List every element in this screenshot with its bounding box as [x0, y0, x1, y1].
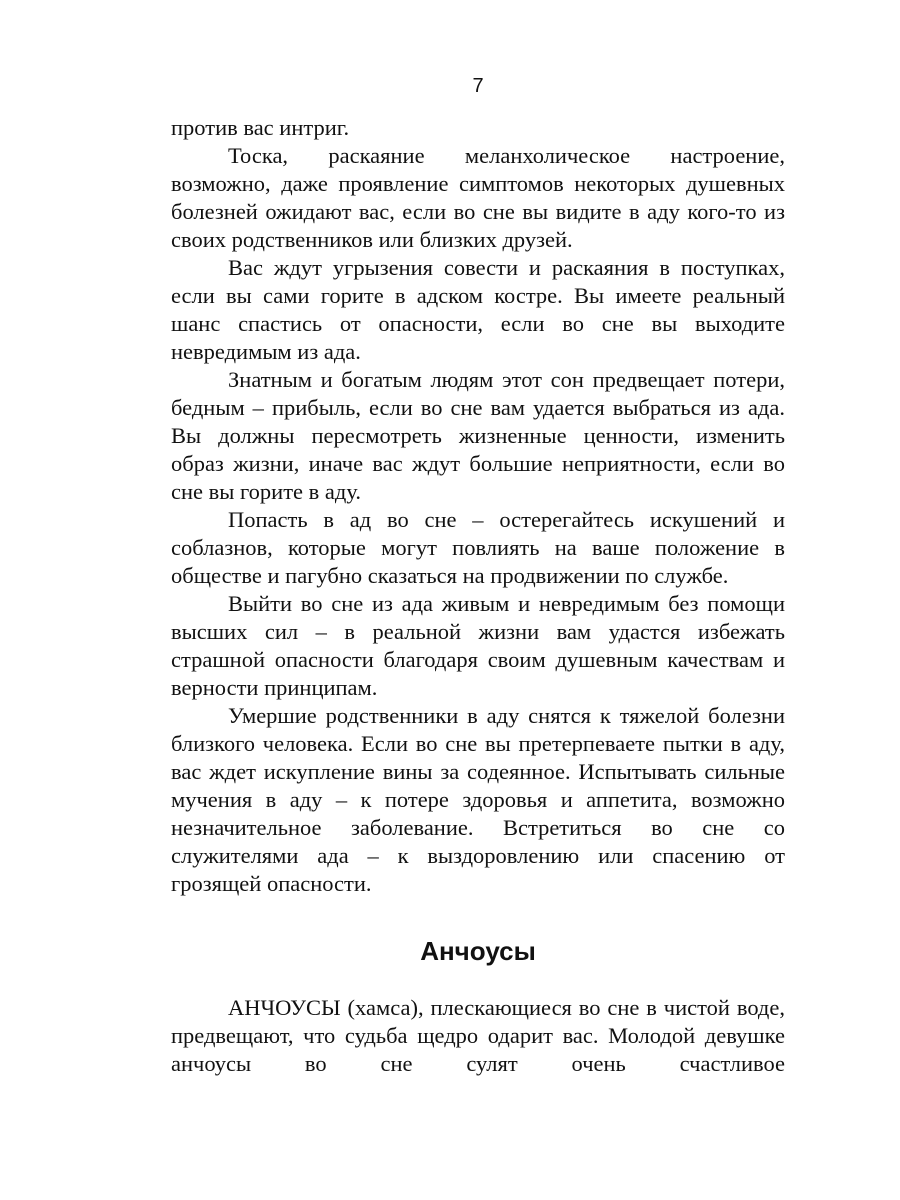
paragraph: Попасть в ад во сне – остерегайтесь искушений и соблазнов, которые могут повлиять на ваше положение в обществе и пагубно сказаться на продвижении по службе.: [171, 507, 785, 588]
paragraph: Вас ждут угрызения совести и раскаяния в поступках, если вы сами горите в адском костре. Вы имеете реальный шанс спастись от опасности, если во сне вы выходите невредимым из ада.: [171, 255, 785, 364]
page-number: 7: [472, 75, 484, 97]
paragraph: Тоска, раскаяние меланхолическое настроение, возможно, даже проявление симптомов некоторых душевных болезней ожидают вас, если во сне вы видите в аду кого-то из своих родственников или близких друзей.: [171, 143, 785, 252]
paragraph: Умершие родственники в аду снятся к тяжелой болезни близкого человека. Если во сне вы претерпеваете пытки в аду, вас ждет искупление вины за содеянное. Испытывать сильные мучения в аду – к потере здоровья и аппетита, возможно незначительное заболевание. Встретиться во сне со служителями ада – к выздоровлению или спасению от грозящей опасности.: [171, 703, 785, 896]
paragraph: Выйти во сне из ада живым и невредимым без помощи высших сил – в реальной жизни вам удастся избежать страшной опасности благодаря своим душевным качествам и верности принципам.: [171, 591, 785, 700]
body-text: [171, 114, 785, 1078]
paragraph: Знатным и богатым людям этот сон предвещает потери, бедным – прибыль, если во сне вам удается выбраться из ада. Вы должны пересмотреть жизненные ценности, изменить образ жизни, иначе вас ждут большие неприятности, если во сне вы горите в аду.: [171, 367, 785, 504]
section-heading: Анчоусы: [420, 936, 536, 966]
section-paragraph: АНЧОУСЫ (хамса), плескающиеся во сне в чистой воде, предвещают, что судьба щедро одарит вас. Молодой девушке анчоусы во сне сулят очень счастливое: [171, 995, 785, 1076]
paragraph-continued: против вас интриг.: [171, 115, 350, 140]
